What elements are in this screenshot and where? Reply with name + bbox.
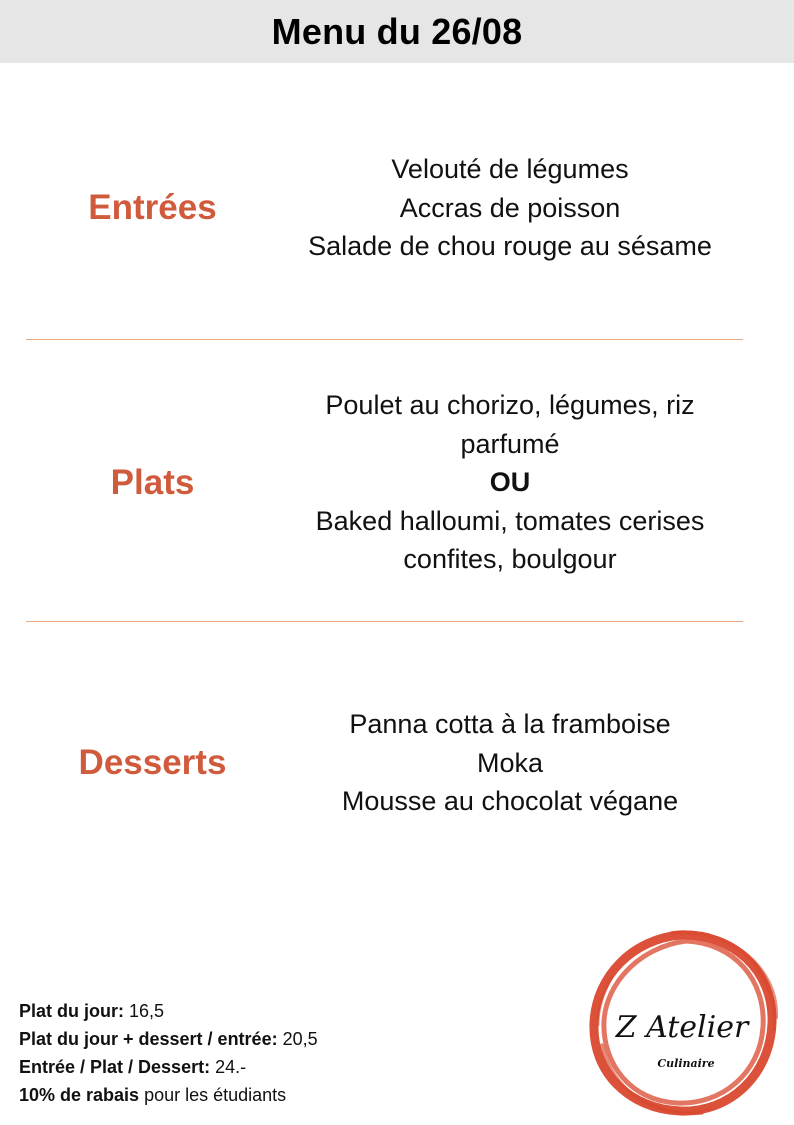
menu-item: Panna cotta à la framboise [349, 709, 671, 739]
price-list [19, 997, 318, 1109]
z-atelier-logo [582, 925, 782, 1120]
section-divider [26, 339, 743, 340]
section-entrees [0, 150, 794, 280]
menu-item: Baked halloumi, tomates cerises [315, 505, 705, 536]
price-row [19, 1053, 318, 1081]
price-label: Plat du jour + dessert / entrée: [19, 1029, 278, 1049]
price-row [19, 1081, 318, 1109]
price-value: 24.- [210, 1057, 247, 1077]
or-separator: OU [489, 467, 531, 497]
logo-name: Z Atelier [615, 1010, 749, 1045]
price-label: Entrée / Plat / Dessert: [19, 1057, 211, 1077]
menu-item: Moka [476, 747, 544, 778]
menu-header [0, 0, 794, 63]
price-value: 20,5 [277, 1029, 318, 1049]
section-plats [0, 386, 794, 586]
menu-item: Mousse au chocolat végane [341, 786, 679, 816]
items-desserts [290, 705, 730, 821]
price-row [19, 997, 318, 1025]
logo-ring-icon [582, 925, 782, 1120]
menu-item: Velouté de légumes [391, 154, 629, 184]
section-desserts [0, 705, 794, 835]
items-entrees [290, 150, 730, 266]
price-value: pour les étudiants [139, 1085, 287, 1105]
section-title-entrees: Entrées [88, 188, 217, 227]
menu-item: parfumé [460, 428, 560, 459]
price-label: 10% de rabais [19, 1085, 140, 1105]
menu-item: Accras de poisson [399, 192, 621, 223]
section-title-desserts: Desserts [78, 743, 227, 782]
page-title: Menu du 26/08 [271, 10, 523, 52]
price-label: Plat du jour: [19, 1001, 124, 1021]
section-divider [26, 621, 743, 622]
menu-item: Salade de chou rouge au sésame [308, 231, 712, 261]
price-value: 16,5 [124, 1001, 165, 1021]
logo-subtitle: Culinaire [657, 1057, 715, 1070]
section-title-plats: Plats [110, 463, 195, 502]
menu-item: Poulet au chorizo, légumes, riz [325, 390, 695, 420]
items-plats [290, 386, 730, 579]
price-row [19, 1025, 318, 1053]
menu-item: confites, boulgour [403, 544, 617, 574]
